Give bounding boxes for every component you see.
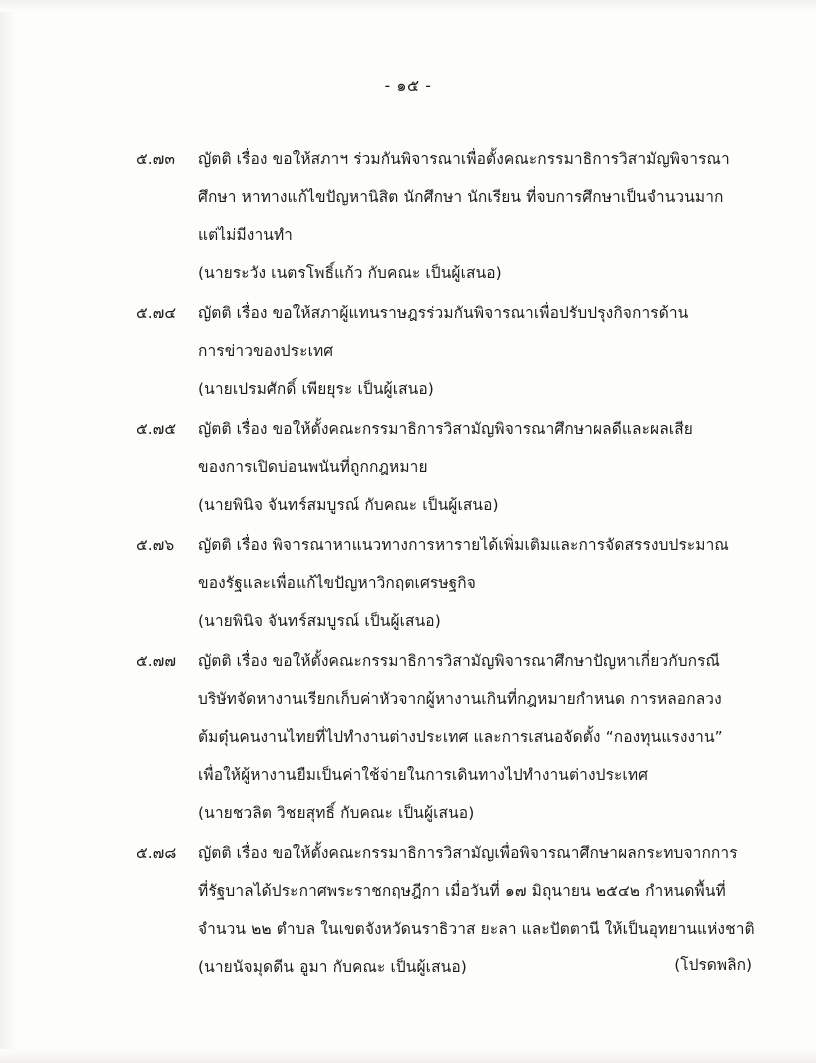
list-item (136, 140, 776, 292)
item-line: ญัตติ เรื่อง ขอให้ตั้งคณะกรรมาธิการวิสามัญพิจารณาศึกษาผลดีและผลเสีย (198, 420, 693, 438)
list-item (136, 410, 776, 524)
item-line: ญัตติ เรื่อง ขอให้ตั้งคณะกรรมาธิการวิสามัญพิจารณาศึกษาปัญหาเกี่ยวกับกรณี (198, 652, 721, 670)
item-number: ๕.๗๓ (136, 150, 175, 168)
item-body (198, 294, 776, 408)
item-proposer: (นายเปรมศักดิ์ เพียยุระ เป็นผู้เสนอ) (198, 380, 434, 398)
item-body (198, 526, 776, 640)
scan-edge-top (0, 0, 816, 12)
item-line: บริษัทจัดหางานเรียกเก็บค่าหัวจากผู้หางานเกินที่กฎหมายกำหนด การหลอกลวง (198, 690, 722, 708)
item-line: ญัตติ เรื่อง ขอให้ตั้งคณะกรรมาธิการวิสามัญเพื่อพิจารณาศึกษาผลกระทบจากการ (198, 844, 738, 862)
item-body (198, 642, 776, 832)
item-proposer: (นายพินิจ จันทร์สมบูรณ์ กับคณะ เป็นผู้เสนอ) (198, 496, 499, 514)
item-proposer: (นายนัจมุดดีน อูมา กับคณะ เป็นผู้เสนอ) (198, 958, 467, 976)
item-line: ญัตติ เรื่อง พิจารณาหาแนวทางการหารายได้เพิ่มเติมและการจัดสรรงบประมาณ (198, 536, 729, 554)
item-line: ญัตติ เรื่อง ขอให้สภาฯ ร่วมกันพิจารณาเพื่อตั้งคณะกรรมาธิการวิสามัญพิจารณา (198, 150, 730, 168)
scan-edge-left (0, 0, 16, 1063)
page-number: - ๑๕ - (384, 76, 432, 95)
item-number: ๕.๗๖ (136, 536, 175, 554)
item-line: ของการเปิดบ่อนพนันที่ถูกกฎหมาย (198, 458, 428, 476)
item-number: ๕.๗๘ (136, 844, 177, 862)
item-number: ๕.๗๕ (136, 420, 177, 438)
item-number: ๕.๗๗ (136, 652, 176, 670)
item-body (198, 410, 776, 524)
scan-edge-bottom (0, 1049, 816, 1063)
item-line: ญัตติ เรื่อง ขอให้สภาผู้แทนราษฎรร่วมกันพิจารณาเพื่อปรับปรุงกิจการด้าน (198, 304, 689, 322)
item-line: ต้มตุ๋นคนงานไทยที่ไปทำงานต่างประเทศ และการเสนอจัดตั้ง “กองทุนแรงงาน” (198, 728, 723, 746)
item-proposer: (นายพินิจ จันทร์สมบูรณ์ เป็นผู้เสนอ) (198, 612, 441, 630)
item-line: เพื่อให้ผู้หางานยืมเป็นค่าใช้จ่ายในการเดินทางไปทำงานต่างประเทศ (198, 766, 649, 784)
item-body (198, 140, 776, 292)
item-number: ๕.๗๔ (136, 304, 177, 322)
item-line: ของรัฐและเพื่อแก้ไขปัญหาวิกฤตเศรษฐกิจ (198, 574, 476, 592)
item-proposer: (นายระวัง เนตรโพธิ์แก้ว กับคณะ เป็นผู้เสนอ) (198, 264, 502, 282)
list-item (136, 526, 776, 640)
footer-note: (โปรดพลิก) (674, 956, 752, 974)
item-line: ศึกษา หาทางแก้ไขปัญหานิสิต นักศึกษา นักเรียน ที่จบการศึกษาเป็นจำนวนมาก (198, 188, 724, 206)
list-item (136, 642, 776, 832)
item-line: การข่าวของประเทศ (198, 342, 334, 360)
agenda-item-list (136, 140, 776, 988)
item-proposer: (นายชวลิต วิชยสุทธิ์ กับคณะ เป็นผู้เสนอ) (198, 804, 475, 822)
list-item (136, 294, 776, 408)
item-line: จำนวน ๒๒ ตำบล ในเขตจังหวัดนราธิวาส ยะลา และปัตตานี ให้เป็นอุทยานแห่งชาติ (198, 920, 755, 938)
item-line: แต่ไม่มีงานทำ (198, 226, 293, 244)
item-line: ที่รัฐบาลได้ประกาศพระราชกฤษฎีกา เมื่อวันที่ ๑๗ มิถุนายน ๒๕๔๒ กำหนดพื้นที่ (198, 882, 726, 900)
